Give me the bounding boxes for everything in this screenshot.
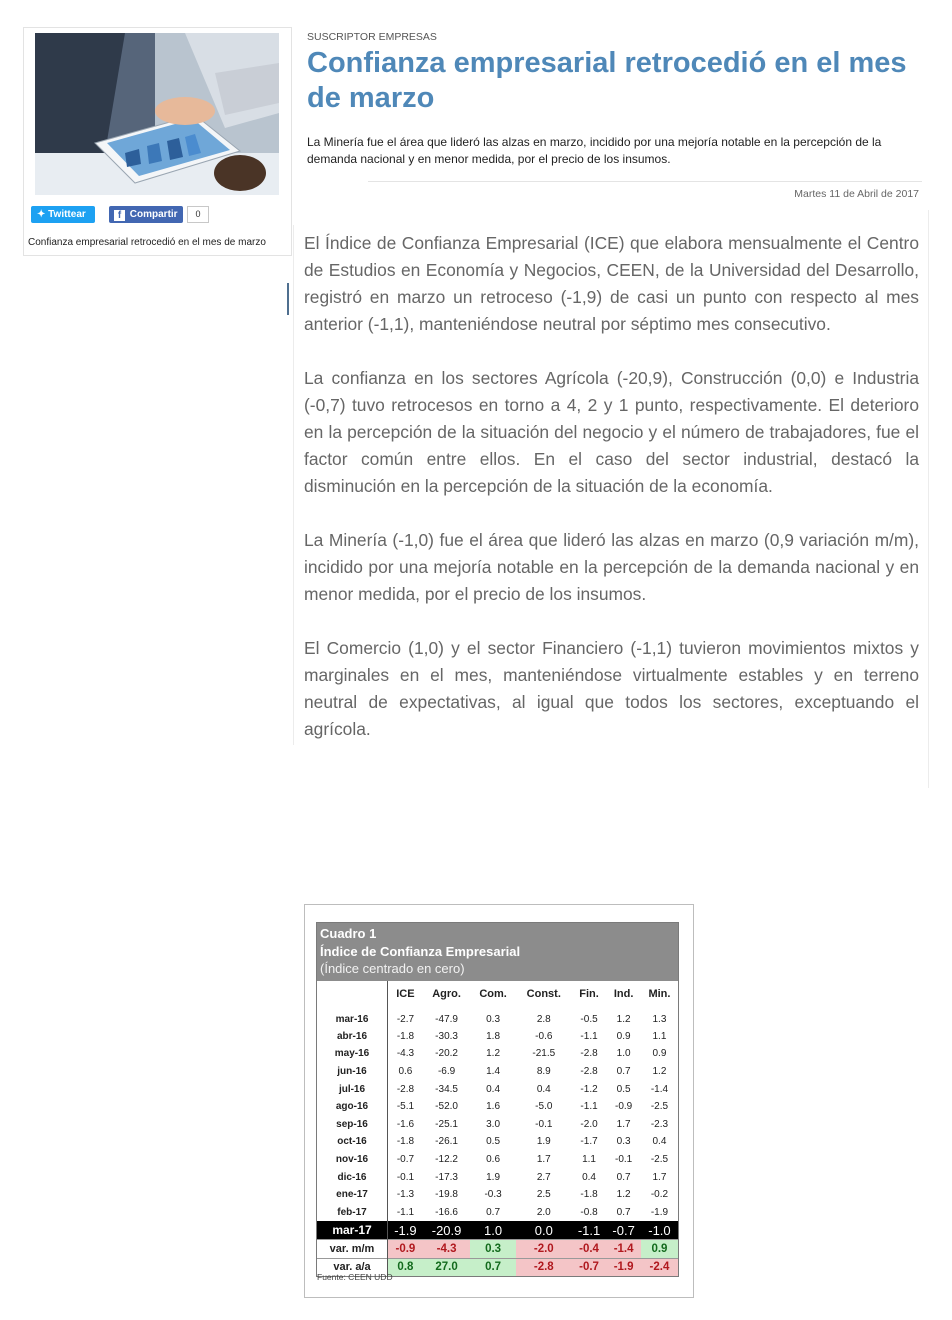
- table-cell: -1.9: [606, 1258, 641, 1276]
- table-cell: 1.7: [652, 1171, 667, 1183]
- table-cell: -2.8: [516, 1258, 572, 1276]
- table-row: [317, 1045, 678, 1063]
- index-table: [317, 981, 678, 1277]
- table-cell: -4.3: [423, 1240, 470, 1259]
- table-cell: -0.1: [396, 1171, 415, 1183]
- table-cell: -1.1: [580, 1101, 598, 1113]
- table-cell: -2.0: [580, 1118, 598, 1130]
- article-paragraph: El Índice de Confianza Empresarial (ICE) que elabora mensualmente el Centro de Estudios en Economía y Negocios, CEEN, de la Universidad del Desarrollo, registró en marzo un retroceso (-1,9) de casi un punto con respecto al mes anterior (-1,1), manteniéndose neutral por séptimo mes consecutivo.: [304, 233, 919, 334]
- table-cell: 0.3: [486, 1013, 501, 1025]
- table-cell: 1.2: [486, 1048, 501, 1060]
- table-row: [317, 1133, 678, 1151]
- table-row: [317, 1080, 678, 1098]
- article-body: [304, 230, 919, 770]
- left-column-rule: [293, 225, 294, 745]
- table-cell: -1.9: [650, 1206, 669, 1218]
- table-cell: -20.2: [435, 1048, 458, 1060]
- table-cell: 0.3: [470, 1240, 516, 1259]
- table-row: [317, 1151, 678, 1169]
- table-cell: -0.9: [388, 1240, 423, 1259]
- table-cell: -19.8: [435, 1189, 458, 1201]
- table-cell: 0.4: [582, 1171, 596, 1183]
- table-cell: 0.6: [398, 1065, 413, 1077]
- table-cell: -20.9: [423, 1221, 470, 1240]
- column-header: Com.: [479, 987, 507, 1000]
- table-cell: -2.8: [580, 1048, 598, 1060]
- article-lead: La Minería fue el área que lideró las alzas en marzo, incidido por una mejoría notable en la percepción de la demanda nacional y en menor medida, por el precio de los insumos.: [307, 135, 882, 166]
- table-cell: 2.8: [536, 1013, 551, 1025]
- table-cell: 1.6: [486, 1101, 501, 1113]
- facebook-share-button[interactable]: [109, 206, 183, 223]
- table-cell: 1.2: [652, 1065, 667, 1077]
- table-header-band: [317, 923, 678, 981]
- table-cell: 0.4: [486, 1083, 501, 1095]
- table-number: Cuadro 1: [320, 926, 377, 941]
- table-cell: 1.9: [536, 1136, 551, 1148]
- article-paragraph: La confianza en los sectores Agrícola (-20,9), Construcción (0,0) e Industria (-0,7) tuvo retrocesos en torno a 4, 2 y 1 punto, respectivamente. El deterioro en la percepción de la situación del negocio y el número de trabajadores, fue el factor común entre ellos. En el caso del sector industrial, destacó la disminución en la percepción de la situación de la economía.: [304, 368, 919, 496]
- table-cell: -0.7: [396, 1153, 415, 1165]
- table-source: Fuente: CEEN UDD: [317, 1272, 393, 1282]
- table-cell: 0.9: [652, 1048, 667, 1060]
- table-cell: -1.4: [606, 1240, 641, 1259]
- table-cell: -0.7: [572, 1258, 607, 1276]
- table-cell: -1.7: [580, 1136, 598, 1148]
- table-row: [317, 1221, 678, 1240]
- table-cell: 0.5: [486, 1136, 501, 1148]
- row-label: sep-16: [317, 1115, 388, 1133]
- table-cell: -0.6: [535, 1030, 553, 1042]
- image-caption: Confianza empresarial retrocedió en el mes de marzo: [28, 237, 266, 248]
- row-label: nov-16: [317, 1151, 388, 1169]
- facebook-share-count: 0: [187, 206, 209, 223]
- row-label: jul-16: [317, 1080, 388, 1098]
- table-cell: -1.8: [580, 1189, 598, 1201]
- table-cell: -34.5: [435, 1083, 458, 1095]
- table-cell: 0.3: [616, 1136, 631, 1148]
- article-title: Confianza empresarial retrocedió en el mes de marzo: [307, 47, 907, 114]
- table-cell: 2.0: [536, 1206, 551, 1218]
- column-header: Ind.: [613, 987, 634, 1000]
- column-header: ICE: [396, 987, 415, 1000]
- table-cell: 1.0: [470, 1221, 516, 1240]
- table-cell: 2.5: [536, 1189, 551, 1201]
- table-cell: -21.5: [532, 1048, 556, 1060]
- table-cell: -1.3: [396, 1189, 415, 1201]
- column-header: Const.: [526, 987, 561, 1000]
- table-cell: 0.7: [486, 1206, 501, 1218]
- column-header: Agro.: [432, 987, 461, 1000]
- article-kicker: SUSCRIPTOR EMPRESAS: [307, 31, 437, 43]
- table-row: [317, 1240, 678, 1259]
- facebook-f-icon: f: [114, 210, 125, 221]
- table-cell: -1.0: [641, 1221, 678, 1240]
- column-header: Fin.: [579, 987, 599, 1000]
- row-label: ago-16: [317, 1098, 388, 1116]
- row-label: mar-17: [317, 1221, 388, 1240]
- row-label: abr-16: [317, 1028, 388, 1046]
- table-cell: 0.5: [616, 1083, 631, 1095]
- table-cell: 1.0: [616, 1048, 631, 1060]
- table-cell: -1.6: [396, 1118, 415, 1130]
- table-cell: 0.6: [486, 1153, 501, 1165]
- table-cell: 1.7: [536, 1153, 551, 1165]
- table-cell: -12.2: [435, 1153, 458, 1165]
- row-label: mar-16: [317, 1007, 388, 1028]
- facebook-share-label: Compartir: [129, 209, 178, 220]
- table-cell: 1.4: [486, 1065, 501, 1077]
- header-divider: [368, 181, 922, 182]
- row-label: ene-17: [317, 1186, 388, 1204]
- table-cell: 0.7: [616, 1206, 631, 1218]
- table-cell: -0.1: [615, 1153, 633, 1165]
- table-cell: -47.9: [435, 1013, 458, 1025]
- twitter-share-label: Twittear: [48, 209, 86, 220]
- row-label: var. m/m: [317, 1240, 388, 1259]
- row-label: oct-16: [317, 1133, 388, 1151]
- table-cell: -1.1: [572, 1221, 607, 1240]
- table-cell: 8.9: [536, 1065, 551, 1077]
- table-cell: -30.3: [435, 1030, 458, 1042]
- table-cell: -2.5: [650, 1153, 669, 1165]
- table-cell: -26.1: [435, 1136, 458, 1148]
- table-row: [317, 1168, 678, 1186]
- table-cell: -2.5: [650, 1101, 669, 1113]
- business-meeting-illustration: [35, 33, 279, 195]
- table-cell: 1.3: [652, 1013, 667, 1025]
- table-cell: 1.2: [616, 1189, 631, 1201]
- table-cell: -16.6: [435, 1206, 458, 1218]
- text-cursor-mark: [287, 283, 289, 315]
- table-cell: -1.1: [580, 1030, 598, 1042]
- table-cell: -2.3: [650, 1118, 669, 1130]
- article-paragraph: La Minería (-1,0) fue el área que lideró las alzas en marzo (0,9 variación m/m), incidido por una mejoría notable en la percepción de la demanda nacional y en menor medida, por el precio de los insumos.: [304, 530, 919, 604]
- table-title: Índice de Confianza Empresarial: [320, 943, 521, 959]
- table-cell: -0.3: [484, 1189, 502, 1201]
- right-column-rule: [928, 210, 929, 788]
- table-cell: -25.1: [435, 1118, 458, 1130]
- table-cell: 0.8: [388, 1258, 423, 1276]
- table-cell: 1.8: [486, 1030, 501, 1042]
- table-cell: 1.2: [616, 1013, 631, 1025]
- table-cell: -1.2: [580, 1083, 598, 1095]
- article-date: Martes 11 de Abril de 2017: [794, 188, 919, 200]
- table-cell: -0.5: [580, 1013, 598, 1025]
- table-cell: 0.7: [616, 1065, 631, 1077]
- article-paragraph: El Comercio (1,0) y el sector Financiero (-1,1) tuvieron movimientos mixtos y marginales en el mes, manteniéndose virtualmente estables y en terreno neutral de expectativas, al igual que todos los sectores, exceptuando el agrícola.: [304, 638, 919, 739]
- article-photo: [35, 33, 279, 195]
- table-cell: -5.0: [535, 1101, 553, 1113]
- table-cell: 0.9: [616, 1030, 631, 1042]
- table-row: [317, 1063, 678, 1081]
- table-cell: -17.3: [435, 1171, 458, 1183]
- table-cell: 27.0: [423, 1258, 470, 1276]
- row-label: jun-16: [317, 1063, 388, 1081]
- table-cell: -4.3: [396, 1048, 415, 1060]
- confidence-table-figure: [304, 904, 694, 1298]
- table-cell: -0.1: [535, 1118, 553, 1130]
- twitter-bird-icon: ✦: [37, 209, 46, 220]
- table-cell: 1.9: [486, 1171, 501, 1183]
- column-header-row: [317, 981, 678, 1007]
- table-cell: -0.9: [615, 1101, 633, 1113]
- table-cell: -2.0: [516, 1240, 572, 1259]
- row-label: feb-17: [317, 1203, 388, 1221]
- row-label: may-16: [317, 1045, 388, 1063]
- table-cell: -0.2: [650, 1189, 669, 1201]
- table-cell: 1.7: [616, 1118, 631, 1130]
- table-cell: -6.9: [437, 1065, 456, 1077]
- table-cell: -0.8: [580, 1206, 598, 1218]
- table-row: [317, 1115, 678, 1133]
- table-cell: 1.1: [582, 1153, 596, 1165]
- table-cell: 0.9: [641, 1240, 678, 1259]
- table-row: [317, 1098, 678, 1116]
- table-cell: -1.4: [650, 1083, 669, 1095]
- table-cell: -2.8: [396, 1083, 415, 1095]
- table-cell: 0.0: [516, 1221, 572, 1240]
- column-header: Min.: [648, 987, 671, 1000]
- table-cell: -1.8: [396, 1030, 415, 1042]
- table-cell: -2.8: [580, 1065, 598, 1077]
- column-header-blank: [317, 981, 388, 1007]
- article-image-card: [23, 27, 292, 256]
- table-cell: -2.7: [396, 1013, 415, 1025]
- table-cell: 0.7: [470, 1258, 516, 1276]
- table-cell: 3.0: [486, 1118, 501, 1130]
- confidence-table: [316, 922, 679, 1277]
- table-row: [317, 1007, 678, 1028]
- table-cell: 1.1: [652, 1030, 667, 1042]
- table-cell: -1.8: [396, 1136, 415, 1148]
- table-row: [317, 1186, 678, 1204]
- row-label: dic-16: [317, 1168, 388, 1186]
- table-cell: 0.4: [536, 1083, 551, 1095]
- table-cell: 2.7: [536, 1171, 551, 1183]
- table-cell: -5.1: [396, 1101, 415, 1113]
- table-cell: -2.4: [641, 1258, 678, 1276]
- table-cell: -1.1: [396, 1206, 415, 1218]
- table-row: [317, 1028, 678, 1046]
- table-cell: -1.9: [388, 1221, 423, 1240]
- table-row: [317, 1203, 678, 1221]
- table-cell: -0.7: [606, 1221, 641, 1240]
- table-cell: -0.4: [572, 1240, 607, 1259]
- twitter-share-button[interactable]: [31, 206, 95, 223]
- row-label: var. a/a: [317, 1258, 388, 1276]
- table-cell: -52.0: [435, 1101, 458, 1113]
- table-subtitle: (Índice centrado en cero): [320, 961, 465, 976]
- table-cell: 0.7: [616, 1171, 631, 1183]
- table-cell: 0.4: [652, 1136, 667, 1148]
